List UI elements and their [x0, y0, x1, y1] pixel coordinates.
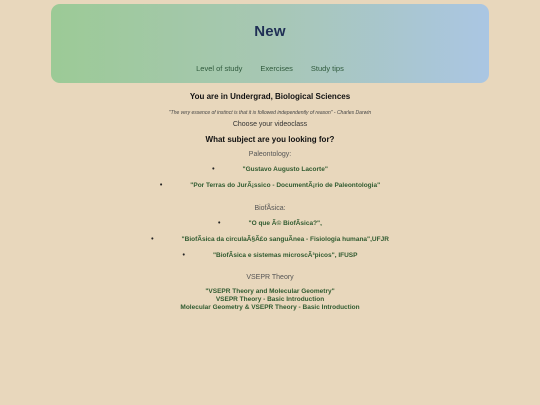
list-item: [0, 181, 540, 191]
list-item: [0, 219, 540, 229]
video-link[interactable]: "Gustavo Augusto Lacorte": [242, 166, 328, 173]
video-link[interactable]: Molecular Geometry & VSEPR Theory - Basic Introduction: [180, 304, 360, 311]
video-link[interactable]: "Por Terras do JurÃ¡ssico - DocumentÃ¡rio de Paleontologia": [190, 182, 381, 189]
subject-paleontology: Paleontology:: [248, 151, 292, 158]
nav-level-of-study[interactable]: Level of study: [196, 64, 243, 73]
subject-question: What subject are you looking for?: [205, 135, 335, 144]
paleontology-video-list: [0, 165, 540, 191]
video-link[interactable]: "O que Ã© BiofÃsica?",: [248, 220, 322, 227]
list-item: [0, 304, 540, 312]
nav-study-tips[interactable]: Study tips: [310, 64, 344, 73]
bullet-icon: •: [151, 236, 154, 243]
bullet-icon: •: [212, 166, 215, 173]
video-link[interactable]: "BiofÃsica e sistemas microscÃ³picos", IFUSP: [212, 252, 358, 259]
vsepr-link-list: [0, 288, 540, 312]
darwin-quote: "The very essence of instinct is that it is followed independently of reason" - Charles Darwin: [168, 110, 372, 116]
study-status: You are in Undergrad, Biological Sciences: [189, 92, 351, 101]
list-item: [0, 251, 540, 261]
nav-exercises[interactable]: Exercises: [260, 64, 293, 73]
biofisica-video-list: [0, 219, 540, 261]
subject-biofisica: BiofÃsica:: [254, 205, 286, 212]
choose-videoclass-label: Choose your videoclass: [232, 121, 308, 128]
main-nav: [51, 64, 489, 73]
list-item: [0, 296, 540, 304]
list-item: [0, 288, 540, 296]
bullet-icon: •: [218, 220, 221, 227]
subject-vsepr: VSEPR Theory: [246, 274, 294, 281]
list-item: [0, 235, 540, 245]
bullet-icon: •: [182, 252, 185, 259]
bullet-icon: •: [159, 182, 163, 189]
video-link[interactable]: "VSEPR Theory and Molecular Geometry": [205, 288, 335, 295]
video-link[interactable]: VSEPR Theory - Basic Introduction: [215, 296, 325, 303]
header-banner: [51, 4, 489, 83]
list-item: [0, 165, 540, 175]
video-link[interactable]: "BiofÃsica da circulaÃ§Ã£o sanguÃnea - Fisiologia humana",UFJR: [181, 236, 389, 243]
site-title: New: [254, 23, 286, 40]
main-content: [0, 91, 540, 312]
